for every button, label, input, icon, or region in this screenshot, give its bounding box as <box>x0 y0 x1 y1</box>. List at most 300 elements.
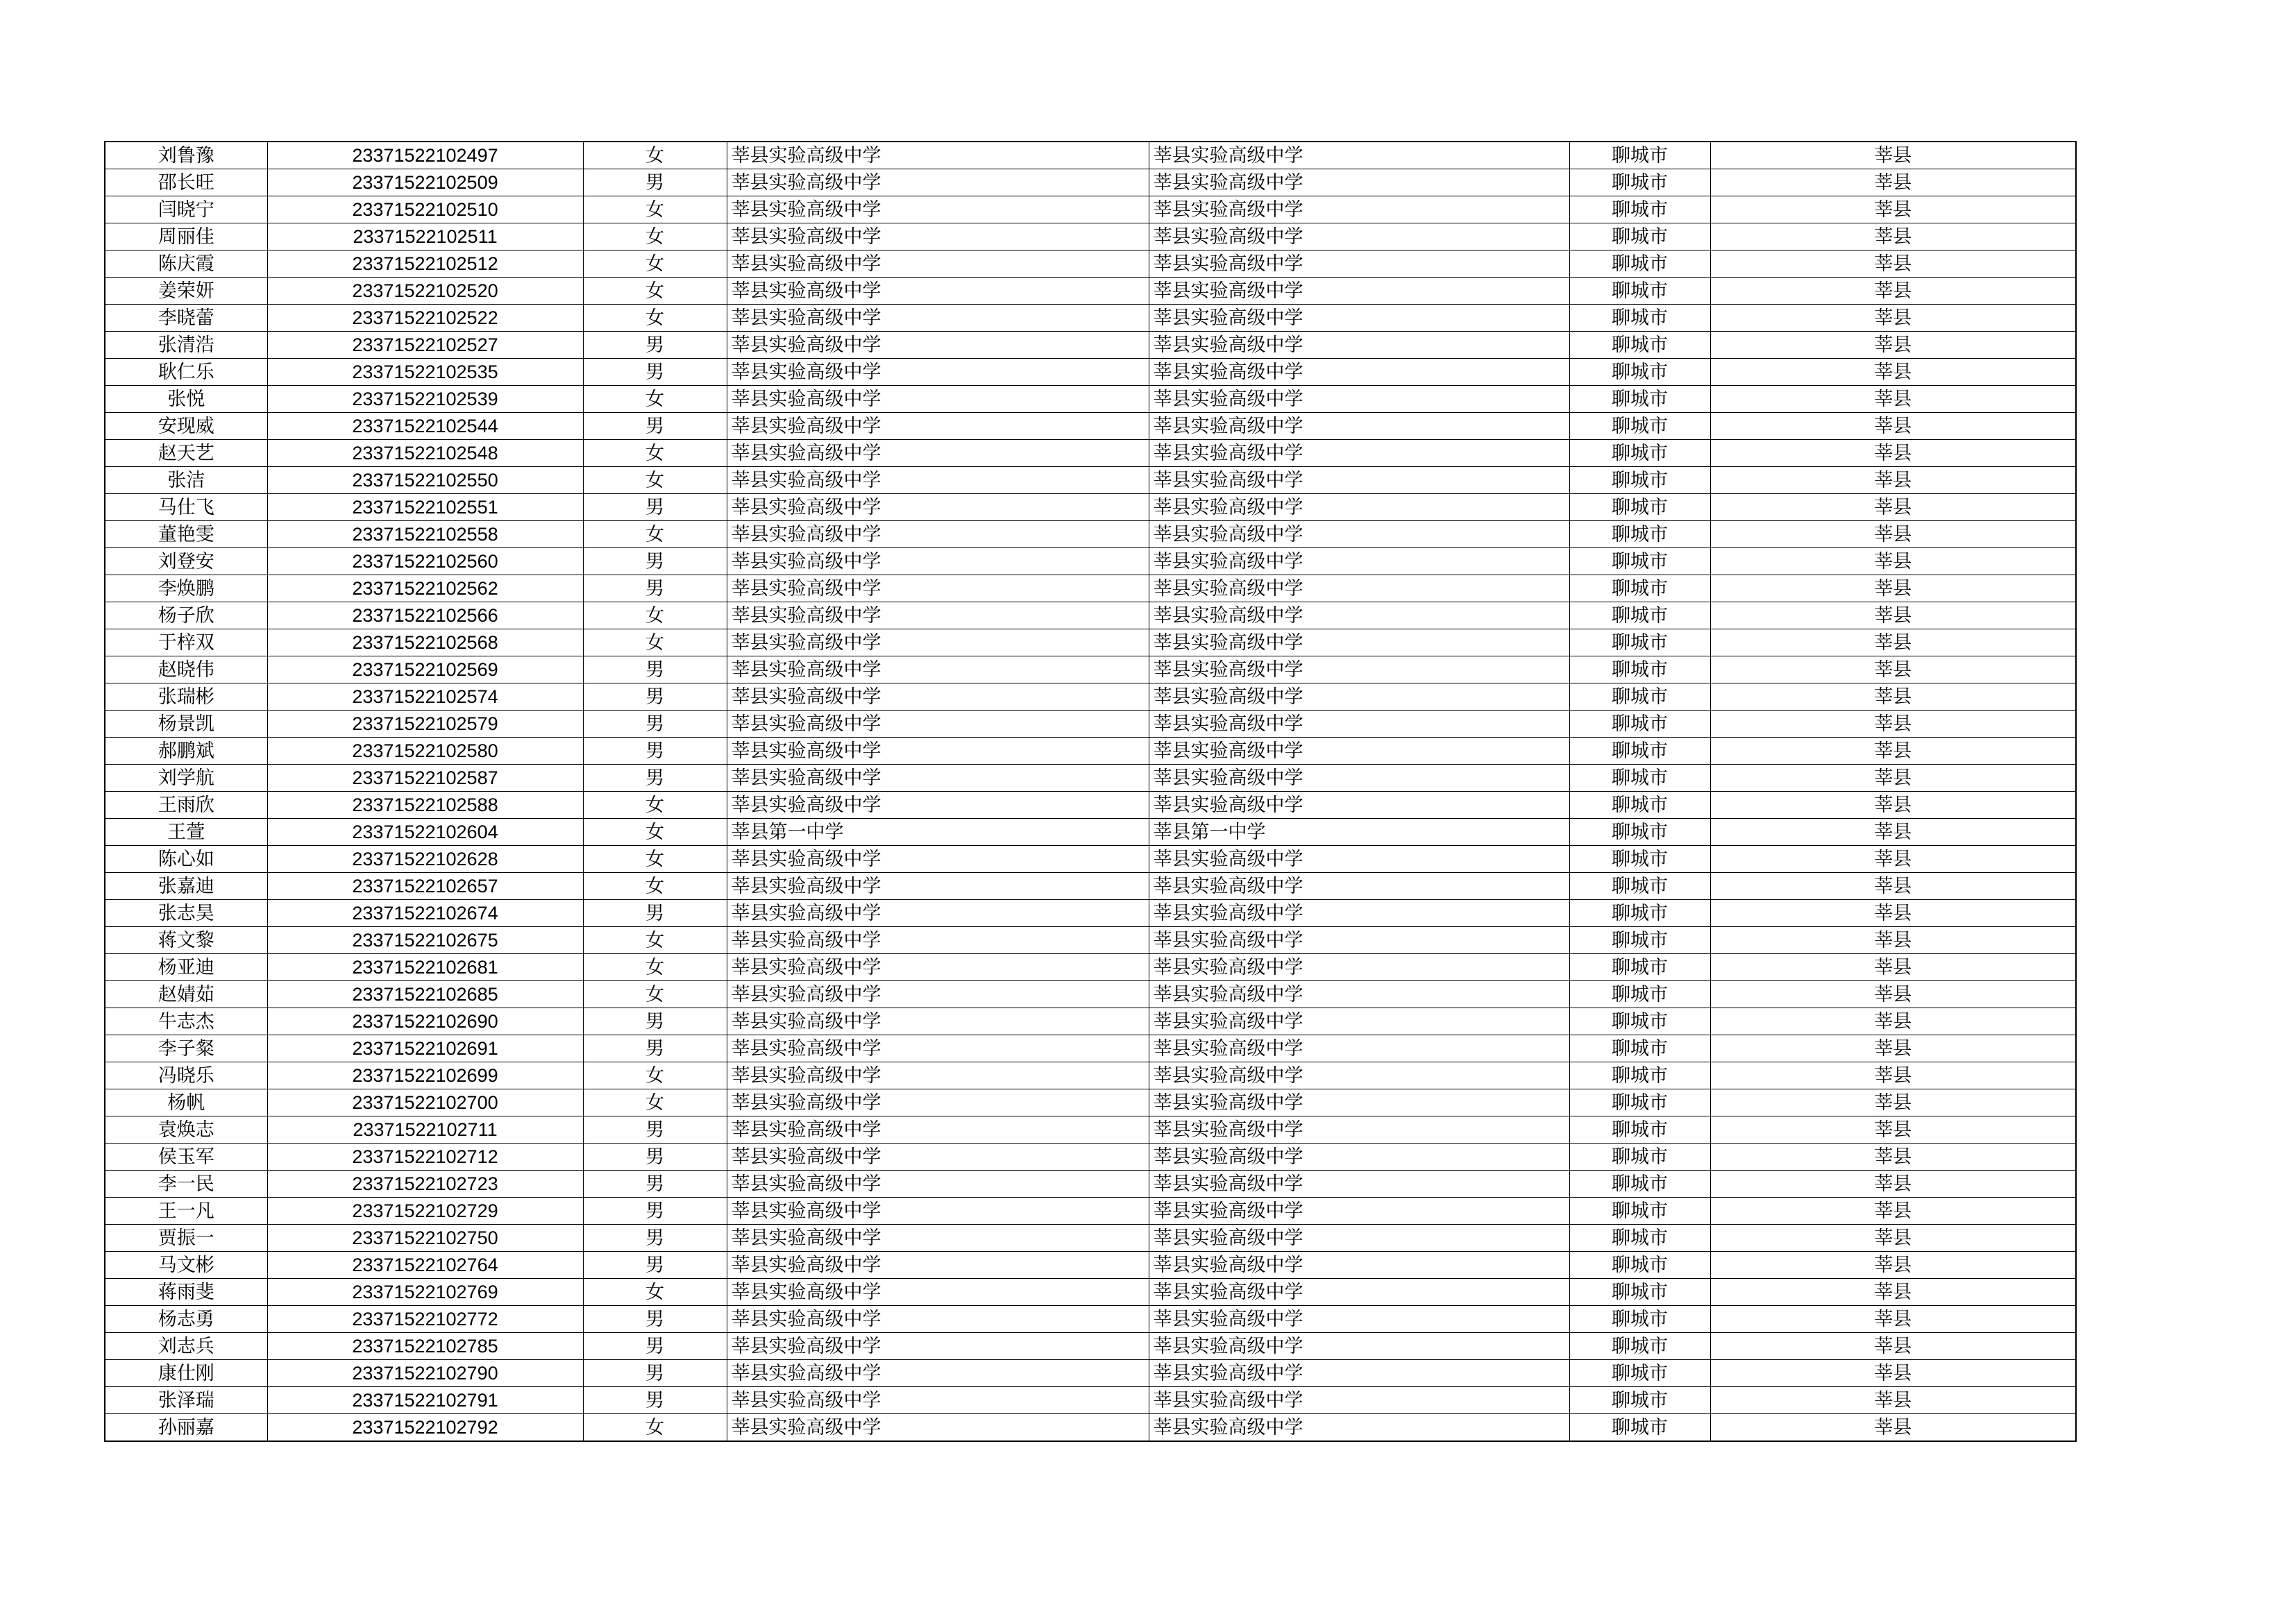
table-row <box>105 629 2076 656</box>
county-cell: 莘县 <box>1710 1387 2076 1414</box>
gender-cell: 女 <box>583 602 727 629</box>
gender-cell: 男 <box>583 656 727 683</box>
county-cell: 莘县 <box>1710 1306 2076 1333</box>
school-cell-secondary: 莘县实验高级中学 <box>1149 1414 1569 1442</box>
school-cell-secondary: 莘县实验高级中学 <box>1149 1144 1569 1171</box>
school-cell-secondary: 莘县实验高级中学 <box>1149 1360 1569 1387</box>
county-cell: 莘县 <box>1710 1089 2076 1116</box>
school-cell-secondary: 莘县实验高级中学 <box>1149 629 1569 656</box>
table-row <box>105 548 2076 575</box>
student-name-cell: 王雨欣 <box>105 792 267 819</box>
exam-number-cell: 23371522102544 <box>267 413 583 440</box>
county-cell: 莘县 <box>1710 142 2076 169</box>
exam-number-cell: 23371522102769 <box>267 1279 583 1306</box>
school-cell-secondary: 莘县实验高级中学 <box>1149 575 1569 602</box>
school-cell: 莘县实验高级中学 <box>727 602 1149 629</box>
school-cell-secondary: 莘县实验高级中学 <box>1149 1387 1569 1414</box>
student-name-cell: 张志昊 <box>105 900 267 927</box>
gender-cell: 女 <box>583 1414 727 1442</box>
gender-cell: 女 <box>583 846 727 873</box>
school-cell-secondary: 莘县实验高级中学 <box>1149 223 1569 250</box>
city-cell: 聊城市 <box>1569 900 1710 927</box>
school-cell: 莘县实验高级中学 <box>727 278 1149 305</box>
city-cell: 聊城市 <box>1569 1116 1710 1144</box>
gender-cell: 男 <box>583 413 727 440</box>
exam-number-cell: 23371522102548 <box>267 440 583 467</box>
exam-number-cell: 23371522102750 <box>267 1225 583 1252</box>
exam-number-cell: 23371522102527 <box>267 332 583 359</box>
student-name-cell: 杨志勇 <box>105 1306 267 1333</box>
city-cell: 聊城市 <box>1569 169 1710 196</box>
exam-number-cell: 23371522102628 <box>267 846 583 873</box>
school-cell-secondary: 莘县实验高级中学 <box>1149 386 1569 413</box>
school-cell-secondary: 莘县实验高级中学 <box>1149 332 1569 359</box>
student-name-cell: 杨亚迪 <box>105 954 267 981</box>
student-name-cell: 张嘉迪 <box>105 873 267 900</box>
table-row <box>105 846 2076 873</box>
county-cell: 莘县 <box>1710 765 2076 792</box>
gender-cell: 男 <box>583 494 727 521</box>
school-cell: 莘县实验高级中学 <box>727 1414 1149 1442</box>
student-name-cell: 陈庆霞 <box>105 250 267 278</box>
city-cell: 聊城市 <box>1569 223 1710 250</box>
gender-cell: 男 <box>583 1306 727 1333</box>
exam-number-cell: 23371522102579 <box>267 711 583 738</box>
student-name-cell: 李一民 <box>105 1171 267 1198</box>
city-cell: 聊城市 <box>1569 1360 1710 1387</box>
county-cell: 莘县 <box>1710 629 2076 656</box>
exam-number-cell: 23371522102674 <box>267 900 583 927</box>
city-cell: 聊城市 <box>1569 386 1710 413</box>
exam-number-cell: 23371522102551 <box>267 494 583 521</box>
table-row <box>105 386 2076 413</box>
city-cell: 聊城市 <box>1569 521 1710 548</box>
county-cell: 莘县 <box>1710 711 2076 738</box>
county-cell: 莘县 <box>1710 900 2076 927</box>
city-cell: 聊城市 <box>1569 1333 1710 1360</box>
student-name-cell: 姜荣妍 <box>105 278 267 305</box>
city-cell: 聊城市 <box>1569 1198 1710 1225</box>
school-cell: 莘县实验高级中学 <box>727 1252 1149 1279</box>
student-name-cell: 刘登安 <box>105 548 267 575</box>
county-cell: 莘县 <box>1710 1198 2076 1225</box>
table-row <box>105 278 2076 305</box>
city-cell: 聊城市 <box>1569 954 1710 981</box>
exam-number-cell: 23371522102685 <box>267 981 583 1008</box>
school-cell-secondary: 莘县实验高级中学 <box>1149 1116 1569 1144</box>
city-cell: 聊城市 <box>1569 413 1710 440</box>
county-cell: 莘县 <box>1710 1414 2076 1442</box>
gender-cell: 男 <box>583 1198 727 1225</box>
county-cell: 莘县 <box>1710 1333 2076 1360</box>
table-row <box>105 1414 2076 1442</box>
table-row <box>105 413 2076 440</box>
exam-number-cell: 23371522102723 <box>267 1171 583 1198</box>
city-cell: 聊城市 <box>1569 683 1710 711</box>
gender-cell: 女 <box>583 386 727 413</box>
exam-number-cell: 23371522102580 <box>267 738 583 765</box>
county-cell: 莘县 <box>1710 846 2076 873</box>
city-cell: 聊城市 <box>1569 1387 1710 1414</box>
student-name-cell: 杨帆 <box>105 1089 267 1116</box>
school-cell-secondary: 莘县实验高级中学 <box>1149 359 1569 386</box>
school-cell: 莘县实验高级中学 <box>727 765 1149 792</box>
student-name-cell: 董艳雯 <box>105 521 267 548</box>
school-cell-secondary: 莘县实验高级中学 <box>1149 711 1569 738</box>
gender-cell: 女 <box>583 954 727 981</box>
exam-number-cell: 23371522102588 <box>267 792 583 819</box>
table-row <box>105 602 2076 629</box>
table-row <box>105 575 2076 602</box>
school-cell-secondary: 莘县实验高级中学 <box>1149 467 1569 494</box>
gender-cell: 男 <box>583 169 727 196</box>
exam-number-cell: 23371522102512 <box>267 250 583 278</box>
table-row <box>105 656 2076 683</box>
school-cell-secondary: 莘县实验高级中学 <box>1149 413 1569 440</box>
county-cell: 莘县 <box>1710 1008 2076 1035</box>
gender-cell: 男 <box>583 1008 727 1035</box>
school-cell-secondary: 莘县实验高级中学 <box>1149 602 1569 629</box>
county-cell: 莘县 <box>1710 278 2076 305</box>
school-cell-secondary: 莘县实验高级中学 <box>1149 765 1569 792</box>
exam-number-cell: 23371522102772 <box>267 1306 583 1333</box>
student-name-cell: 刘鲁豫 <box>105 142 267 169</box>
table-row <box>105 494 2076 521</box>
county-cell: 莘县 <box>1710 954 2076 981</box>
gender-cell: 男 <box>583 711 727 738</box>
gender-cell: 女 <box>583 629 727 656</box>
table-row <box>105 1279 2076 1306</box>
county-cell: 莘县 <box>1710 305 2076 332</box>
table-row <box>105 1360 2076 1387</box>
exam-number-cell: 23371522102568 <box>267 629 583 656</box>
county-cell: 莘县 <box>1710 250 2076 278</box>
school-cell: 莘县实验高级中学 <box>727 873 1149 900</box>
gender-cell: 男 <box>583 359 727 386</box>
city-cell: 聊城市 <box>1569 359 1710 386</box>
school-cell: 莘县实验高级中学 <box>727 467 1149 494</box>
county-cell: 莘县 <box>1710 521 2076 548</box>
table-row <box>105 1062 2076 1089</box>
table-row <box>105 521 2076 548</box>
county-cell: 莘县 <box>1710 575 2076 602</box>
student-name-cell: 张洁 <box>105 467 267 494</box>
school-cell-secondary: 莘县实验高级中学 <box>1149 142 1569 169</box>
school-cell: 莘县实验高级中学 <box>727 386 1149 413</box>
city-cell: 聊城市 <box>1569 602 1710 629</box>
school-cell: 莘县实验高级中学 <box>727 1360 1149 1387</box>
school-cell-secondary: 莘县实验高级中学 <box>1149 1333 1569 1360</box>
school-cell: 莘县实验高级中学 <box>727 683 1149 711</box>
school-cell: 莘县实验高级中学 <box>727 305 1149 332</box>
student-name-cell: 牛志杰 <box>105 1008 267 1035</box>
exam-number-cell: 23371522102711 <box>267 1116 583 1144</box>
county-cell: 莘县 <box>1710 548 2076 575</box>
student-name-cell: 杨景凯 <box>105 711 267 738</box>
school-cell: 莘县实验高级中学 <box>727 792 1149 819</box>
table-row <box>105 305 2076 332</box>
city-cell: 聊城市 <box>1569 1225 1710 1252</box>
school-cell: 莘县实验高级中学 <box>727 1035 1149 1062</box>
school-cell-secondary: 莘县实验高级中学 <box>1149 900 1569 927</box>
school-cell: 莘县实验高级中学 <box>727 169 1149 196</box>
school-cell-secondary: 莘县实验高级中学 <box>1149 954 1569 981</box>
table-row <box>105 250 2076 278</box>
table-row <box>105 169 2076 196</box>
school-cell: 莘县实验高级中学 <box>727 196 1149 223</box>
school-cell: 莘县第一中学 <box>727 819 1149 846</box>
city-cell: 聊城市 <box>1569 278 1710 305</box>
school-cell-secondary: 莘县实验高级中学 <box>1149 927 1569 954</box>
school-cell-secondary: 莘县实验高级中学 <box>1149 1008 1569 1035</box>
city-cell: 聊城市 <box>1569 332 1710 359</box>
exam-number-cell: 23371522102587 <box>267 765 583 792</box>
student-name-cell: 贾振一 <box>105 1225 267 1252</box>
school-cell-secondary: 莘县实验高级中学 <box>1149 1252 1569 1279</box>
student-name-cell: 王萱 <box>105 819 267 846</box>
gender-cell: 男 <box>583 575 727 602</box>
table-row <box>105 1116 2076 1144</box>
table-row <box>105 819 2076 846</box>
school-cell: 莘县实验高级中学 <box>727 656 1149 683</box>
city-cell: 聊城市 <box>1569 846 1710 873</box>
county-cell: 莘县 <box>1710 683 2076 711</box>
city-cell: 聊城市 <box>1569 250 1710 278</box>
county-cell: 莘县 <box>1710 792 2076 819</box>
school-cell: 莘县实验高级中学 <box>727 359 1149 386</box>
city-cell: 聊城市 <box>1569 1171 1710 1198</box>
exam-number-cell: 23371522102791 <box>267 1387 583 1414</box>
county-cell: 莘县 <box>1710 1171 2076 1198</box>
gender-cell: 女 <box>583 927 727 954</box>
exam-number-cell: 23371522102785 <box>267 1333 583 1360</box>
exam-number-cell: 23371522102539 <box>267 386 583 413</box>
exam-number-cell: 23371522102497 <box>267 142 583 169</box>
exam-number-cell: 23371522102675 <box>267 927 583 954</box>
student-list-table <box>104 141 2077 1442</box>
gender-cell: 女 <box>583 223 727 250</box>
city-cell: 聊城市 <box>1569 1144 1710 1171</box>
school-cell-secondary: 莘县实验高级中学 <box>1149 521 1569 548</box>
county-cell: 莘县 <box>1710 467 2076 494</box>
school-cell: 莘县实验高级中学 <box>727 1171 1149 1198</box>
gender-cell: 女 <box>583 278 727 305</box>
table-row <box>105 1035 2076 1062</box>
student-name-cell: 侯玉军 <box>105 1144 267 1171</box>
school-cell-secondary: 莘县第一中学 <box>1149 819 1569 846</box>
school-cell-secondary: 莘县实验高级中学 <box>1149 873 1569 900</box>
school-cell-secondary: 莘县实验高级中学 <box>1149 1306 1569 1333</box>
table-row <box>105 1333 2076 1360</box>
student-name-cell: 张瑞彬 <box>105 683 267 711</box>
school-cell: 莘县实验高级中学 <box>727 711 1149 738</box>
gender-cell: 女 <box>583 305 727 332</box>
gender-cell: 女 <box>583 467 727 494</box>
gender-cell: 女 <box>583 1279 727 1306</box>
student-name-cell: 赵婧茹 <box>105 981 267 1008</box>
table-row <box>105 1306 2076 1333</box>
city-cell: 聊城市 <box>1569 1062 1710 1089</box>
county-cell: 莘县 <box>1710 738 2076 765</box>
school-cell-secondary: 莘县实验高级中学 <box>1149 548 1569 575</box>
exam-number-cell: 23371522102729 <box>267 1198 583 1225</box>
city-cell: 聊城市 <box>1569 1306 1710 1333</box>
table-row <box>105 1144 2076 1171</box>
school-cell-secondary: 莘县实验高级中学 <box>1149 846 1569 873</box>
student-list-body <box>105 142 2076 1441</box>
gender-cell: 女 <box>583 521 727 548</box>
school-cell: 莘县实验高级中学 <box>727 440 1149 467</box>
county-cell: 莘县 <box>1710 1252 2076 1279</box>
gender-cell: 女 <box>583 440 727 467</box>
table-row <box>105 1387 2076 1414</box>
table-row <box>105 1198 2076 1225</box>
student-name-cell: 闫晓宁 <box>105 196 267 223</box>
table-row <box>105 873 2076 900</box>
city-cell: 聊城市 <box>1569 467 1710 494</box>
gender-cell: 男 <box>583 1116 727 1144</box>
city-cell: 聊城市 <box>1569 1279 1710 1306</box>
city-cell: 聊城市 <box>1569 1252 1710 1279</box>
gender-cell: 女 <box>583 819 727 846</box>
school-cell-secondary: 莘县实验高级中学 <box>1149 1171 1569 1198</box>
school-cell-secondary: 莘县实验高级中学 <box>1149 305 1569 332</box>
student-name-cell: 马仕飞 <box>105 494 267 521</box>
city-cell: 聊城市 <box>1569 142 1710 169</box>
county-cell: 莘县 <box>1710 494 2076 521</box>
school-cell: 莘县实验高级中学 <box>727 1225 1149 1252</box>
city-cell: 聊城市 <box>1569 873 1710 900</box>
county-cell: 莘县 <box>1710 927 2076 954</box>
school-cell: 莘县实验高级中学 <box>727 413 1149 440</box>
student-name-cell: 蒋文黎 <box>105 927 267 954</box>
exam-number-cell: 23371522102522 <box>267 305 583 332</box>
school-cell: 莘县实验高级中学 <box>727 1279 1149 1306</box>
school-cell: 莘县实验高级中学 <box>727 223 1149 250</box>
gender-cell: 女 <box>583 196 727 223</box>
table-row <box>105 440 2076 467</box>
county-cell: 莘县 <box>1710 386 2076 413</box>
county-cell: 莘县 <box>1710 981 2076 1008</box>
gender-cell: 女 <box>583 981 727 1008</box>
table-row <box>105 359 2076 386</box>
gender-cell: 女 <box>583 1089 727 1116</box>
student-name-cell: 张泽瑞 <box>105 1387 267 1414</box>
exam-number-cell: 23371522102550 <box>267 467 583 494</box>
city-cell: 聊城市 <box>1569 927 1710 954</box>
city-cell: 聊城市 <box>1569 656 1710 683</box>
county-cell: 莘县 <box>1710 1225 2076 1252</box>
school-cell: 莘县实验高级中学 <box>727 954 1149 981</box>
county-cell: 莘县 <box>1710 169 2076 196</box>
table-row <box>105 954 2076 981</box>
student-name-cell: 康仕刚 <box>105 1360 267 1387</box>
school-cell: 莘县实验高级中学 <box>727 1062 1149 1089</box>
table-row <box>105 900 2076 927</box>
city-cell: 聊城市 <box>1569 305 1710 332</box>
school-cell-secondary: 莘县实验高级中学 <box>1149 1062 1569 1089</box>
student-name-cell: 马文彬 <box>105 1252 267 1279</box>
school-cell: 莘县实验高级中学 <box>727 629 1149 656</box>
exam-number-cell: 23371522102562 <box>267 575 583 602</box>
school-cell: 莘县实验高级中学 <box>727 846 1149 873</box>
exam-number-cell: 23371522102792 <box>267 1414 583 1442</box>
county-cell: 莘县 <box>1710 819 2076 846</box>
school-cell: 莘县实验高级中学 <box>727 1333 1149 1360</box>
school-cell-secondary: 莘县实验高级中学 <box>1149 792 1569 819</box>
school-cell: 莘县实验高级中学 <box>727 1116 1149 1144</box>
student-name-cell: 冯晓乐 <box>105 1062 267 1089</box>
table-row <box>105 738 2076 765</box>
school-cell-secondary: 莘县实验高级中学 <box>1149 738 1569 765</box>
county-cell: 莘县 <box>1710 413 2076 440</box>
school-cell-secondary: 莘县实验高级中学 <box>1149 440 1569 467</box>
school-cell-secondary: 莘县实验高级中学 <box>1149 1035 1569 1062</box>
table-row <box>105 1252 2076 1279</box>
school-cell: 莘县实验高级中学 <box>727 1387 1149 1414</box>
student-name-cell: 李焕鹏 <box>105 575 267 602</box>
school-cell: 莘县实验高级中学 <box>727 521 1149 548</box>
student-name-cell: 刘学航 <box>105 765 267 792</box>
table-row <box>105 142 2076 169</box>
student-name-cell: 张清浩 <box>105 332 267 359</box>
county-cell: 莘县 <box>1710 1144 2076 1171</box>
student-name-cell: 杨子欣 <box>105 602 267 629</box>
gender-cell: 男 <box>583 1360 727 1387</box>
county-cell: 莘县 <box>1710 1116 2076 1144</box>
school-cell-secondary: 莘县实验高级中学 <box>1149 1198 1569 1225</box>
city-cell: 聊城市 <box>1569 819 1710 846</box>
table-row <box>105 683 2076 711</box>
student-name-cell: 赵天艺 <box>105 440 267 467</box>
county-cell: 莘县 <box>1710 332 2076 359</box>
gender-cell: 女 <box>583 142 727 169</box>
gender-cell: 男 <box>583 738 727 765</box>
school-cell-secondary: 莘县实验高级中学 <box>1149 683 1569 711</box>
gender-cell: 男 <box>583 1171 727 1198</box>
county-cell: 莘县 <box>1710 1360 2076 1387</box>
school-cell: 莘县实验高级中学 <box>727 738 1149 765</box>
student-name-cell: 王一凡 <box>105 1198 267 1225</box>
student-name-cell: 于梓双 <box>105 629 267 656</box>
school-cell-secondary: 莘县实验高级中学 <box>1149 169 1569 196</box>
county-cell: 莘县 <box>1710 656 2076 683</box>
exam-number-cell: 23371522102558 <box>267 521 583 548</box>
table-row <box>105 467 2076 494</box>
table-row <box>105 1008 2076 1035</box>
city-cell: 聊城市 <box>1569 738 1710 765</box>
school-cell-secondary: 莘县实验高级中学 <box>1149 278 1569 305</box>
gender-cell: 男 <box>583 548 727 575</box>
school-cell: 莘县实验高级中学 <box>727 1198 1149 1225</box>
city-cell: 聊城市 <box>1569 1414 1710 1442</box>
city-cell: 聊城市 <box>1569 629 1710 656</box>
gender-cell: 男 <box>583 765 727 792</box>
school-cell-secondary: 莘县实验高级中学 <box>1149 494 1569 521</box>
gender-cell: 男 <box>583 332 727 359</box>
school-cell-secondary: 莘县实验高级中学 <box>1149 250 1569 278</box>
county-cell: 莘县 <box>1710 1279 2076 1306</box>
county-cell: 莘县 <box>1710 1035 2076 1062</box>
student-name-cell: 邵长旺 <box>105 169 267 196</box>
county-cell: 莘县 <box>1710 1062 2076 1089</box>
school-cell-secondary: 莘县实验高级中学 <box>1149 1279 1569 1306</box>
exam-number-cell: 23371522102604 <box>267 819 583 846</box>
exam-number-cell: 23371522102657 <box>267 873 583 900</box>
gender-cell: 女 <box>583 250 727 278</box>
exam-number-cell: 23371522102681 <box>267 954 583 981</box>
exam-number-cell: 23371522102511 <box>267 223 583 250</box>
